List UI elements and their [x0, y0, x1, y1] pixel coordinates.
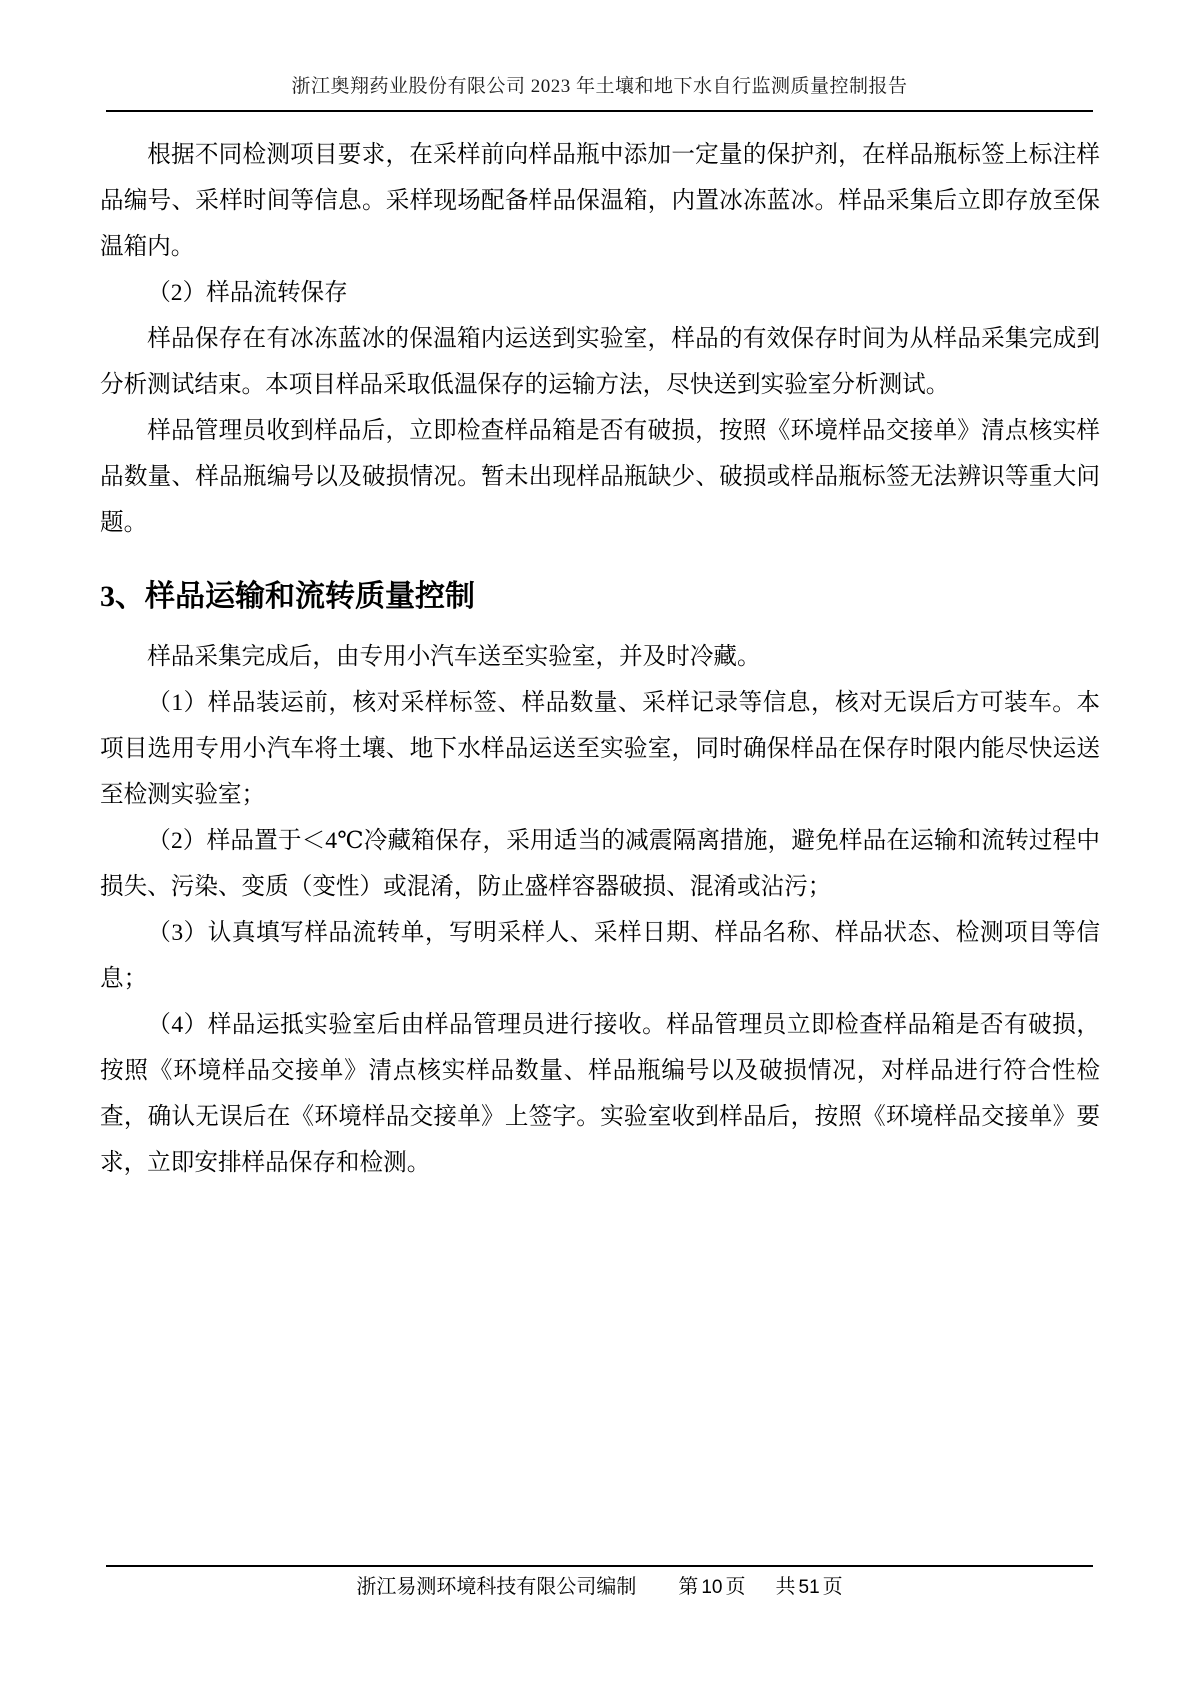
header-rule [106, 110, 1093, 112]
header-title: 浙江奥翔药业股份有限公司 2023 年土壤和地下水自行监测质量控制报告 [291, 76, 908, 97]
footer-page-number: 10 [701, 1577, 723, 1598]
paragraph: （2）样品流转保存 [147, 280, 348, 306]
section-heading: 3、样品运输和流转质量控制 [100, 580, 475, 613]
footer-total-prefix: 共 [775, 1576, 796, 1598]
paragraph: （4）样品运抵实验室后由样品管理员进行接收。样品管理员立即检查样品箱是否有破损，按照《环境样品交接单》清点核实样品数量、样品瓶编号以及破损情况，对样品进行符合性检查，确认无误后在《环境样品交接单》上签字。实验室收到样品后，按照《环境样品交接单》要求，立即安排样品保存和检测。 [100, 1012, 1100, 1176]
footer-total-suffix: 页 [822, 1576, 843, 1598]
document-body [100, 132, 1100, 1186]
paragraph: （3）认真填写样品流转单，写明采样人、采样日期、样品名称、样品状态、检测项目等信息； [100, 920, 1100, 992]
paragraph: 样品保存在有冰冻蓝冰的保温箱内运送到实验室，样品的有效保存时间为从样品采集完成到分析测试结束。本项目样品采取低温保存的运输方法，尽快送到实验室分析测试。 [100, 326, 1100, 398]
footer-issuer: 浙江易测环境科技有限公司编制 [356, 1576, 637, 1598]
footer-page-suffix: 页 [725, 1576, 746, 1598]
paragraph: 样品管理员收到样品后，立即检查样品箱是否有破损，按照《环境样品交接单》清点核实样品数量、样品瓶编号以及破损情况。暂未出现样品瓶缺少、破损或样品瓶标签无法辨识等重大问题。 [100, 418, 1100, 536]
paragraph: （1）样品装运前，核对采样标签、样品数量、采样记录等信息，核对无误后方可装车。本项目选用专用小汽车将土壤、地下水样品运送至实验室，同时确保样品在保存时限内能尽快运送至检测实验室； [100, 690, 1100, 808]
footer-rule [106, 1565, 1093, 1567]
footer-total-number: 51 [798, 1577, 820, 1598]
footer [0, 1572, 1199, 1603]
paragraph: 样品采集完成后，由专用小汽车送至实验室，并及时冷藏。 [147, 644, 761, 670]
footer-page-prefix: 第 [678, 1576, 699, 1598]
paragraph: （2）样品置于＜4℃冷藏箱保存，采用适当的减震隔离措施，避免样品在运输和流转过程中损失、污染、变质（变性）或混淆，防止盛样容器破损、混淆或沾污； [100, 828, 1100, 900]
paragraph: 根据不同检测项目要求，在采样前向样品瓶中添加一定量的保护剂，在样品瓶标签上标注样品编号、采样时间等信息。采样现场配备样品保温箱，内置冰冻蓝冰。样品采集后立即存放至保温箱内。 [100, 142, 1100, 260]
